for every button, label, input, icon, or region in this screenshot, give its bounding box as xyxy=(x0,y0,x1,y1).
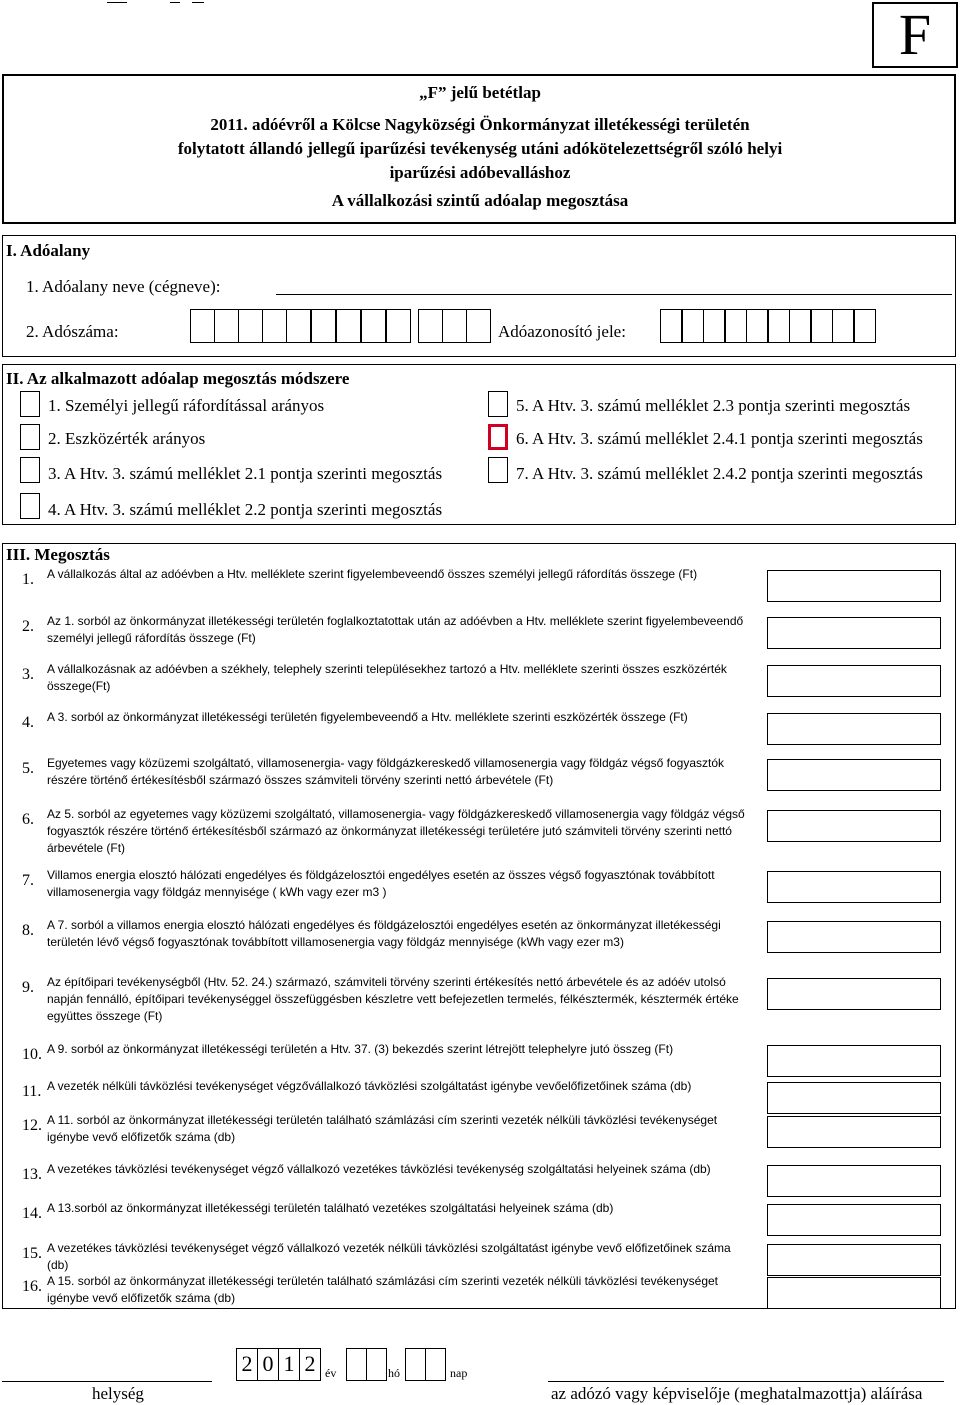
tax-id-cell[interactable] xyxy=(682,309,704,343)
row-value-field[interactable] xyxy=(767,713,941,745)
corner-letter: F xyxy=(898,2,932,67)
header-line-1: 2011. adóévről a Kölcse Nagyközségi Önkormányzat illetékességi területén xyxy=(210,115,750,134)
tax-number-cell[interactable] xyxy=(386,309,411,343)
method-6-checkbox[interactable] xyxy=(488,424,508,450)
year-digit-cell[interactable]: 2 xyxy=(299,1348,321,1381)
row-value-field[interactable] xyxy=(767,1204,941,1236)
method-5-checkbox[interactable] xyxy=(488,391,508,417)
row-value-field[interactable] xyxy=(767,617,941,649)
row-text: Villamos energia elosztó hálózati engedélyes és földgázelosztói engedélyes esetén az összes végső fogyasztónak továbbított villamosenergia vagy földgáz mennyisége ( kWh vagy ezer m3 ) xyxy=(47,868,715,899)
row-number: 13. xyxy=(22,1166,42,1183)
header-line-3: iparűzési adóbevalláshoz xyxy=(389,163,571,182)
row-text: A vezetékes távközlési tevékenységet végző vállalkozó vezeték nélküli távközlési szolgáltatást igénybe vevő előfizetőinek száma (db) xyxy=(47,1241,731,1272)
row-number: 6. xyxy=(22,811,34,828)
method-7-checkbox[interactable] xyxy=(488,457,508,483)
tax-number-cell[interactable] xyxy=(336,309,361,343)
year-label: év xyxy=(325,1366,337,1380)
tax-id-cell[interactable] xyxy=(854,309,876,343)
tax-id-cell[interactable] xyxy=(789,309,811,343)
tax-id-cell[interactable] xyxy=(725,309,747,343)
tax-id-cell[interactable] xyxy=(703,309,725,343)
tax-number-cell[interactable] xyxy=(214,309,239,343)
row-value-field[interactable] xyxy=(767,978,941,1010)
row-text: A 7. sorból a villamos energia elosztó hálózati engedélyes és földgázelosztói engedélyes esetén az önkormányzat illetékességi területén lévő végső fogyasztónak továbbított villamosenergia vagy földgáz mennyisége (kWh vagy ezer m3) xyxy=(47,918,721,949)
name-field[interactable] xyxy=(276,294,952,295)
tax-number-cell[interactable] xyxy=(442,309,467,343)
row-number: 5. xyxy=(22,760,34,777)
signature-label: az adózó vagy képviselője (meghatalmazottja) aláírása xyxy=(551,1384,923,1403)
name-label: 1. Adóalany neve (cégneve): xyxy=(26,277,221,296)
row-text: A vállalkozás által az adóévben a Htv. melléklete szerint figyelembeveendő összes személyi jellegű ráfordítás összege (Ft) xyxy=(47,567,698,581)
section-2-heading: II. Az alkalmazott adóalap megosztás módszere xyxy=(6,369,350,388)
row-value-field[interactable] xyxy=(767,1082,941,1114)
method-1-checkbox[interactable] xyxy=(20,391,40,417)
tax-number-cell[interactable] xyxy=(311,309,336,343)
year-digit-cell[interactable]: 0 xyxy=(257,1348,279,1381)
row-value-field[interactable] xyxy=(767,921,941,953)
signature-line[interactable] xyxy=(548,1381,944,1382)
month-cell-1[interactable] xyxy=(346,1348,367,1381)
row-value-field[interactable] xyxy=(767,810,941,842)
row-text: Az építőipari tevékenységből (Htv. 52. 24.) származó, számviteli törvény szerinti értékesítés nettó árbevétele és az adóév utolsó napján fennálló, építőipari tevékenységgel összefüggésben készletre vett befejezetlen termelés, félkésztermék, késztermék értéke együttes összege (Ft) xyxy=(47,975,739,1023)
row-number: 4. xyxy=(22,714,34,731)
row-value-field[interactable] xyxy=(767,570,941,602)
top-mark xyxy=(192,2,204,3)
method-5-label: 5. A Htv. 3. számú melléklet 2.3 pontja szerinti megosztás xyxy=(516,396,911,415)
row-value-field[interactable] xyxy=(767,871,941,903)
row-number: 10. xyxy=(22,1046,42,1063)
method-4-label: 4. A Htv. 3. számú melléklet 2.2 pontja szerinti megosztás xyxy=(48,500,443,519)
row-number: 16. xyxy=(22,1278,42,1295)
tax-id-cell[interactable] xyxy=(811,309,833,343)
page-title: „F” jelű betétlap xyxy=(419,83,541,102)
method-2-label: 2. Eszközérték arányos xyxy=(48,429,206,448)
day-label: nap xyxy=(450,1366,468,1380)
row-number: 15. xyxy=(22,1245,42,1262)
tax-number-label: 2. Adószáma: xyxy=(26,322,119,341)
row-number: 2. xyxy=(22,618,34,635)
month-label: hó xyxy=(388,1366,400,1380)
row-text: Az 1. sorból az önkormányzat illetékességi területén foglalkoztatottak után az adóévben a Htv. melléklete szerint figyelembeveendő személyi jellegű ráfordítás összege (Ft) xyxy=(47,614,744,645)
method-1-label: 1. Személyi jellegű ráfordítással arányos xyxy=(48,396,325,415)
method-7-label: 7. A Htv. 3. számú melléklet 2.4.2 pontja szerinti megosztás xyxy=(516,464,923,483)
row-text: A 15. sorból az önkormányzat illetékességi területén található számlázási cím szerinti vezeték nélküli távközlési tevékenységet igénybe vevő előfizetők száma (db) xyxy=(47,1274,718,1305)
method-4-checkbox[interactable] xyxy=(20,493,40,519)
section-1-heading: I. Adóalany xyxy=(6,241,91,260)
header-subtitle: A vállalkozási szintű adóalap megosztása xyxy=(331,191,629,210)
tax-id-cell[interactable] xyxy=(768,309,790,343)
tax-number-cell[interactable] xyxy=(466,309,491,343)
row-text: A vezetékes távközlési tevékenységet végző vállalkozó vezetékes távközlési tevékenység szolgáltatási helyeinek száma (db) xyxy=(47,1162,711,1176)
row-text: A 9. sorból az önkormányzat illetékességi területén a Htv. 37. (3) bekezdés szerint létrejött telephelyre jutó összeg (Ft) xyxy=(47,1042,674,1056)
tax-number-cell[interactable] xyxy=(190,309,215,343)
row-text: A 13.sorból az önkormányzat illetékességi területén található vezetékes szolgáltatási helyeinek száma (db) xyxy=(47,1201,614,1215)
day-cell-2[interactable] xyxy=(425,1348,446,1381)
row-number: 7. xyxy=(22,872,34,889)
row-text: A 11. sorból az önkormányzat illetékességi területén található számlázási cím szerinti vezeték nélküli távközlési tevékenységet igénybe vevő előfizetők száma (db) xyxy=(47,1113,718,1144)
year-digit-cell[interactable]: 1 xyxy=(278,1348,300,1381)
row-value-field[interactable] xyxy=(767,1244,941,1276)
tax-id-cell[interactable] xyxy=(746,309,768,343)
method-3-label: 3. A Htv. 3. számú melléklet 2.1 pontja szerinti megosztás xyxy=(48,464,443,483)
row-text: A vezeték nélküli távközlési tevékenységet végzővállalkozó távközlési szolgáltatást igénybe vevőelőfizetőinek száma (db) xyxy=(47,1079,692,1093)
tax-id-cell[interactable] xyxy=(832,309,854,343)
row-value-field[interactable] xyxy=(767,665,941,697)
row-text: A 3. sorból az önkormányzat illetékességi területén figyelembeveendő a Htv. melléklete szerinti eszközérték összege (Ft) xyxy=(47,710,688,724)
row-number: 3. xyxy=(22,666,34,683)
tax-number-cell[interactable] xyxy=(238,309,263,343)
tax-number-cell[interactable] xyxy=(262,309,287,343)
section-3-heading: III. Megosztás xyxy=(6,545,110,564)
method-3-checkbox[interactable] xyxy=(20,457,40,483)
year-digit-cell[interactable]: 2 xyxy=(236,1348,258,1381)
corner-letter-box xyxy=(872,2,958,68)
place-line[interactable] xyxy=(2,1381,212,1382)
row-number: 1. xyxy=(22,571,34,588)
row-value-field[interactable] xyxy=(767,1165,941,1197)
place-label: helység xyxy=(92,1384,144,1403)
month-cell-2[interactable] xyxy=(366,1348,387,1381)
top-mark xyxy=(107,2,127,3)
row-number: 14. xyxy=(22,1205,42,1222)
row-value-field[interactable] xyxy=(767,759,941,791)
day-cell-1[interactable] xyxy=(405,1348,426,1381)
row-value-field[interactable] xyxy=(767,1277,941,1309)
row-number: 12. xyxy=(22,1117,42,1134)
row-text: Egyetemes vagy közüzemi szolgáltató, villamosenergia- vagy földgázkereskedő villamosenergia vagy földgáz végső fogyasztók részére történő értékesítésből származó összes számviteli törvény szerinti nettó árbevétele (Ft) xyxy=(47,756,725,787)
header-line-2: folytatott állandó jellegű iparűzési tevékenység utáni adókötelezettségről szóló helyi xyxy=(177,139,783,158)
row-text: A vállalkozásnak az adóévben a székhely, telephely szerinti településekhez tartozó a Htv. melléklete szerinti összes eszközérték összege(Ft) xyxy=(47,662,727,693)
row-text: Az 5. sorból az egyetemes vagy közüzemi szolgáltató, villamosenergia- vagy földgázkereskedő villamosenergia vagy földgáz végső fogyasztók részére történő értékesítésből származó az önkormányzat illetékességi területére jutó számviteli törvény szerinti nettó árbevétele (Ft) xyxy=(47,807,745,855)
tax-id-cell[interactable] xyxy=(660,309,682,343)
tax-number-cell[interactable] xyxy=(361,309,386,343)
row-number: 11. xyxy=(22,1083,42,1100)
row-number: 9. xyxy=(22,979,34,996)
row-value-field[interactable] xyxy=(767,1045,941,1077)
tax-number-cell[interactable] xyxy=(286,309,311,343)
row-number: 8. xyxy=(22,922,34,939)
row-value-field[interactable] xyxy=(767,1116,941,1148)
tax-number-cell[interactable] xyxy=(418,309,443,343)
method-2-checkbox[interactable] xyxy=(20,424,40,450)
method-6-label: 6. A Htv. 3. számú melléklet 2.4.1 pontja szerinti megosztás xyxy=(516,429,923,448)
tax-id-label: Adóazonosító jele: xyxy=(498,322,626,341)
top-mark xyxy=(170,2,180,3)
